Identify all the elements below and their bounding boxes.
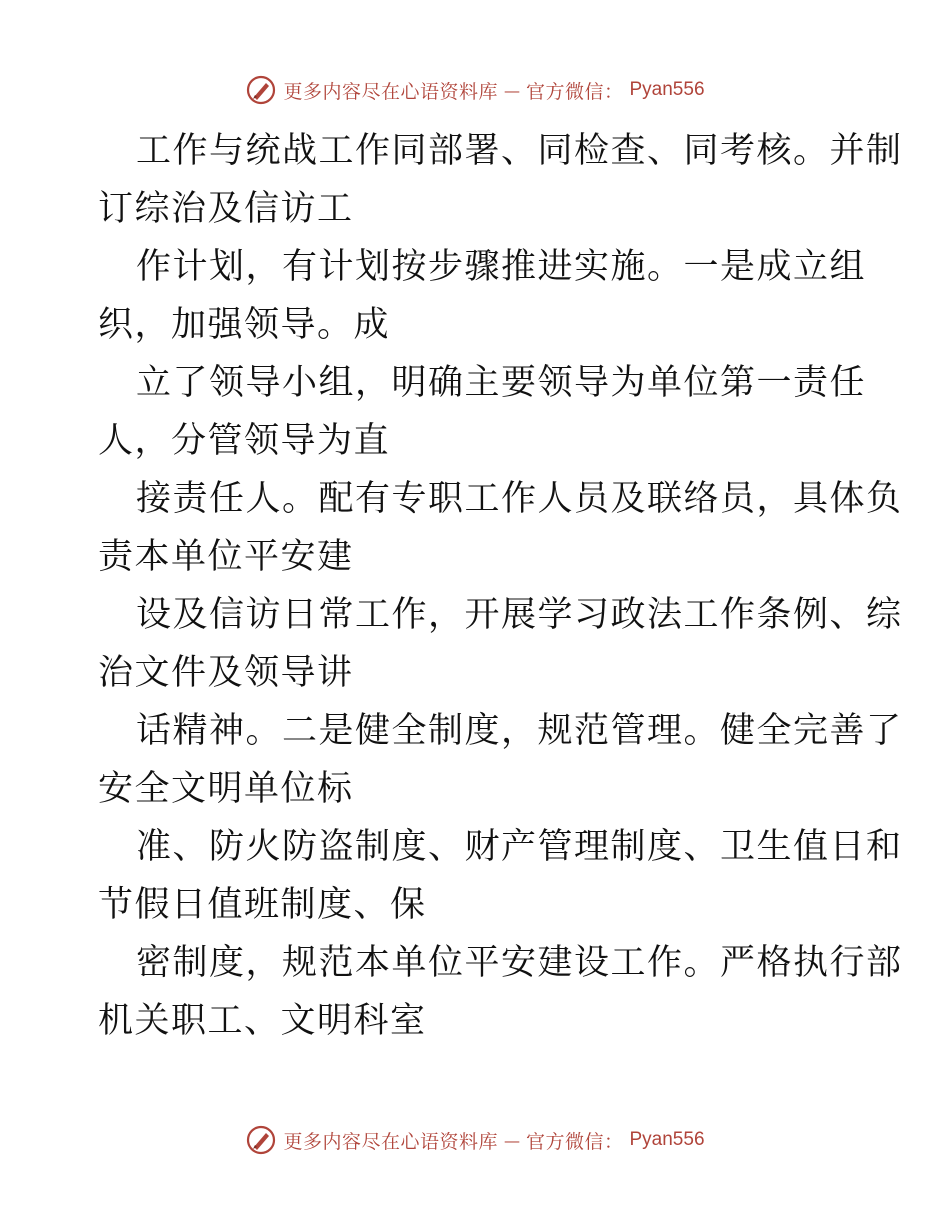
body-line: 作计划，有计划按步骤推进实施。一是成立组 [136,247,867,287]
document-body [98,122,903,1050]
body-line: 机关职工、文明科室 [98,1001,427,1041]
footer-banner-official: 官方微信： [525,1130,624,1153]
body-line: 准、防火防盗制度、财产管理制度、卫生值日和 [136,827,903,867]
footer-banner-separator: — [503,1130,520,1150]
body-line: 织，加强领导。成 [98,305,391,345]
header-banner-separator: — [503,80,520,100]
footer-banner [0,1120,950,1160]
body-line: 话精神。二是健全制度，规范管理。健全完善了 [136,711,903,751]
body-line: 人，分管领导为直 [98,421,391,461]
header-banner [0,70,950,110]
body-line: 治文件及领导讲 [98,653,354,693]
body-line: 节假日值班制度、保 [98,885,427,925]
body-line: 责本单位平安建 [98,537,354,577]
body-line: 安全文明单位标 [98,769,354,809]
pen-logo-icon [245,1124,277,1156]
body-line: 设及信访日常工作，开展学习政法工作条例、综 [136,595,903,635]
header-banner-wechat-id: Pyan556 [629,79,705,100]
footer-banner-text: 更多内容尽在心语资料库 [283,1130,498,1153]
body-line: 接责任人。配有专职工作人员及联络员，具体负 [136,479,903,519]
pen-logo-icon [245,74,277,106]
header-banner-text: 更多内容尽在心语资料库 [283,80,498,103]
body-line: 密制度，规范本单位平安建设工作。严格执行部 [136,943,903,983]
body-line: 订综治及信访工 [98,189,354,229]
body-line: 工作与统战工作同部署、同检查、同考核。并制 [136,131,903,171]
footer-banner-wechat-id: Pyan556 [629,1129,705,1150]
header-banner-official: 官方微信： [525,80,624,103]
body-line: 立了领导小组，明确主要领导为单位第一责任 [136,363,867,403]
